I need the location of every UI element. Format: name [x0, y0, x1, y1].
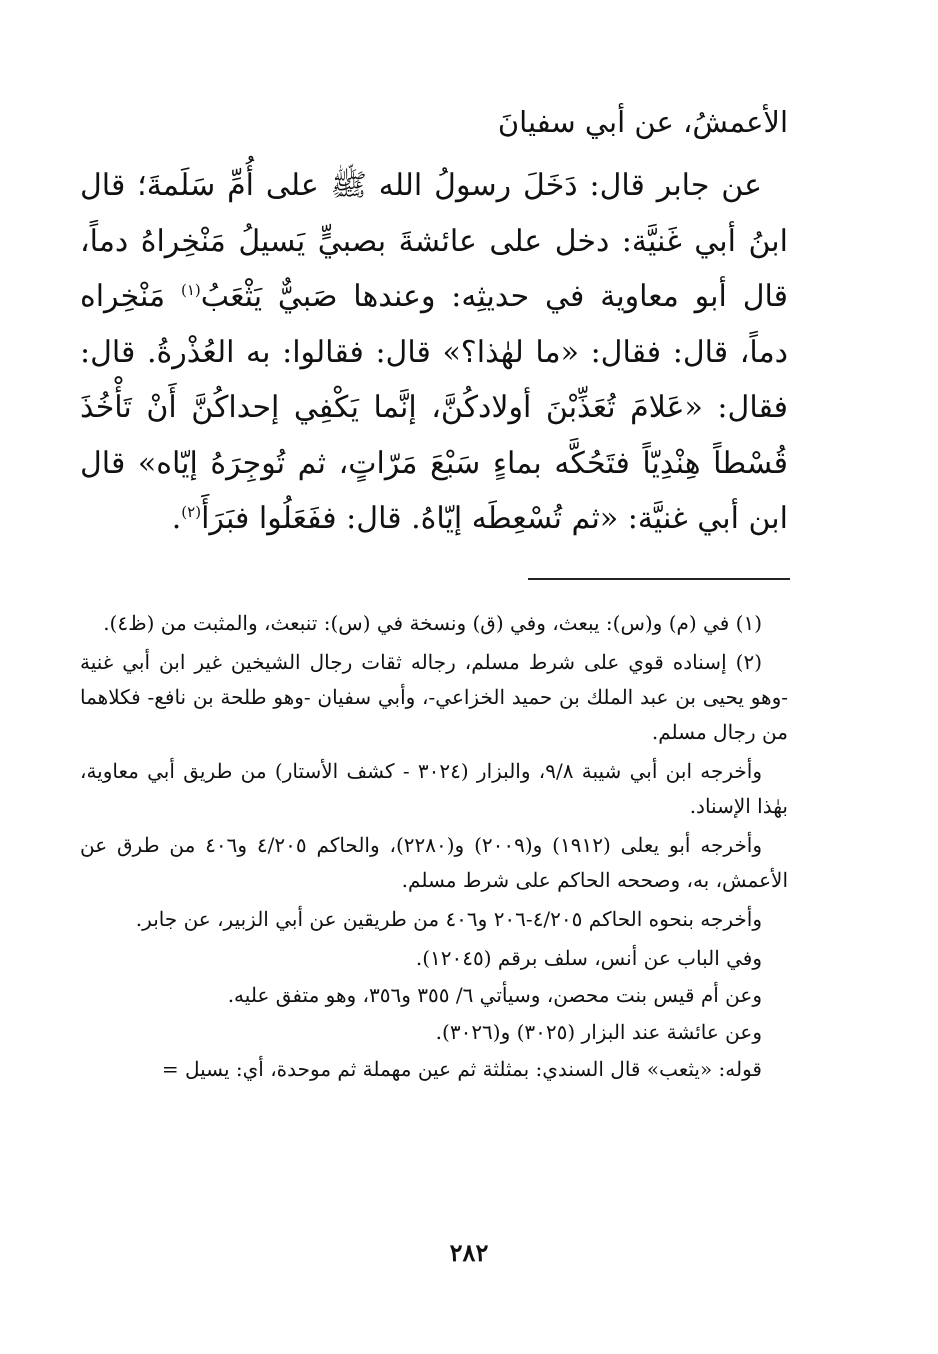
footnotes-section [80, 606, 788, 1089]
hadith-text [80, 158, 788, 547]
hadith-paragraph-continuation: مَنْخِراه دماً، قال: فقال: «ما لهٰذا؟» قال: فقالوا: به العُذْرةُ. قال: فقال: «عَلامَ تُعَذِّبْنَ أولادكُنَّ، إنَّما يَكْفِي إحداكُنَّ أَنْ تَأْخُذَ قُسْطاً هِنْدِيّاً فتَحُكَّه بماءٍ سَبْعَ مَرّاتٍ، ثم تُوجِرَهُ إيّاه» قال ابن أبي غنيَّة: «ثم تُسْعِطَه إيّاهُ. قال: ففَعَلُوا فبَرَأَ [80, 279, 788, 536]
footnote-marker-1: (١) [180, 281, 201, 299]
footnote-paragraph: وأخرجه ابن أبي شيبة ٩/٨، والبزار (٣٠٢٤ - كشف الأستار) من طريق أبي معاوية، بهٰذا الإسناد. [80, 759, 788, 818]
footnote-paragraph: وأخرجه أبو يعلى (١٩١٢) و(٢٠٠٩) و(٢٢٨٠)، والحاكم ٤/٢٠٥ و٤٠٦ من طرق عن الأعمش، به، وصححه الحاكم على شرط مسلم. [80, 833, 788, 892]
chapter-title: الأعمشُ، عن أبي سفيانَ [497, 105, 788, 139]
footnote-1: (١) في (م) و(س): يبعث، وفي (ق) ونسخة في (س): تنبعث، والمثبت من (ظ٤). [103, 611, 762, 635]
hadith-paragraph-start: عن جابر قال: دَخَلَ رسولُ الله ﷺ على أُمِّ سَلَمةَ؛ قال ابنُ أبي غَنيَّة: دخل على عائشةَ بصبيٍّ يَسيلُ مَنْخِراهُ دماً، قال أبو معاوية في حديثِه: وعندها صَبيٌّ يَثْعَبُ [80, 168, 788, 314]
footnote-paragraph: وفي الباب عن أنس، سلف برقم (١٢٠٤٥). [415, 946, 762, 970]
footnote-paragraph: وأخرجه بنحوه الحاكم ٤/٢٠٥-٢٠٦ و٤٠٦ من طريقين عن أبي الزبير، عن جابر. [135, 907, 762, 931]
footnote-2: (٢) إسناده قوي على شرط مسلم، رجاله ثقات رجال الشيخين غير ابن أبي غنية -وهو يحيى بن عبد الملك بن حميد الخزاعي-، وأبي سفيان -وهو طلحة بن نافع- فكلاهما من رجال مسلم. [80, 650, 788, 744]
page-number: ٢٨٢ [449, 1238, 489, 1267]
hadith-paragraph-end: . [171, 501, 182, 536]
footnote-separator [528, 578, 790, 580]
footnote-paragraph: قوله: «يثعب» قال السندي: بمثلثة ثم عين مهملة ثم موحدة، أي: يسيل = [161, 1057, 762, 1081]
hadith-paragraph [80, 158, 788, 547]
footnote-paragraph: وعن أم قيس بنت محصن، وسيأتي ٦/ ٣٥٥ و٣٥٦، وهو متفق عليه. [227, 983, 762, 1007]
footnote-paragraph: وعن عائشة عند البزار (٣٠٢٥) و(٣٠٢٦). [435, 1020, 762, 1044]
footnote-marker-2: (٢) [181, 503, 202, 521]
